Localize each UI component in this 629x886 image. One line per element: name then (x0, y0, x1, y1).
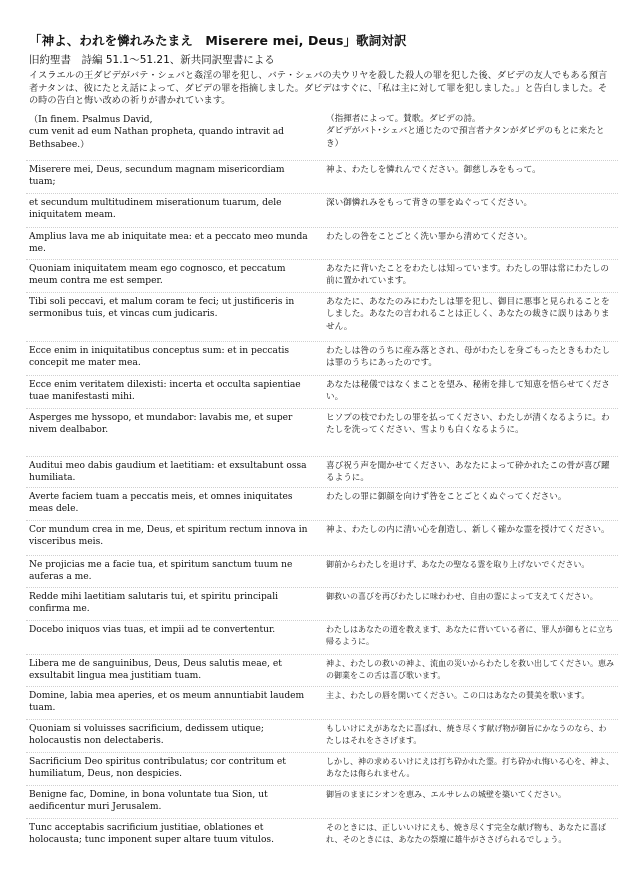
row-divider (26, 375, 618, 376)
japanese-translation: しかし、神の求めるいけにえは打ち砕かれた霊。打ち砕かれ悔いる心を、神よ、あなたは侮られません。 (326, 757, 614, 779)
latin-verse: Cor mundum crea in me, Deus, et spiritum rectum innova in visceribus meis. (29, 525, 308, 548)
latin-verse: Benigne fac, Domine, in bona voluntate tua Sion, ut aedificentur muri Jerusalem. (29, 790, 268, 813)
japanese-translation: 喜び祝う声を聞かせてください、あなたによって砕かれたこの骨が喜び躍るように。 (326, 461, 610, 484)
latin-verse: Averte faciem tuam a peccatis meis, et omnes iniquitates meas dele. (29, 492, 293, 515)
latin-verse: （In finem. Psalmus David, cum venit ad eum Nathan propheta, quando intravit ad Bethsabee.） (29, 115, 284, 150)
latin-verse: Auditui meo dabis gaudium et laetitiam: et exsultabunt ossa humiliata. (29, 461, 307, 484)
latin-verse: Amplius lava me ab iniquitate mea: et a peccato meo munda me. (29, 232, 308, 255)
japanese-translation: 神よ、わたしの救いの神よ、流血の災いからわたしを救い出してください。恵みの御業をこの舌は喜び歌います。 (326, 659, 614, 681)
latin-verse: Quoniam iniquitatem meam ego cognosco, et peccatum meum contra me est semper. (29, 264, 286, 287)
latin-verse: Tibi soli peccavi, et malum coram te feci; ut justificeris in sermonibus tuis, et vincas cum judicaris. (29, 297, 295, 320)
row-divider (26, 620, 618, 621)
latin-verse: Ecce enim veritatem dilexisti: incerta et occulta sapientiae tuae manifestasti mihi. (29, 380, 301, 403)
japanese-translation: 深い御憐れみをもって背きの罪をぬぐってください。 (326, 198, 533, 208)
japanese-translation: わたしは咎のうちに産み落とされ、母がわたしを身ごもったときもわたしは罪のうちにあったのです。 (326, 346, 611, 369)
japanese-translation: わたしの罪に御顔を向けず咎をことごとくぬぐってください。 (326, 492, 567, 502)
document-title: 「神よ、われを憐れみたまえ Miserere mei, Deus」歌詞対訳 (29, 33, 407, 48)
latin-verse: Libera me de sanguinibus, Deus, Deus salutis meae, et exsultabit lingua mea justitiam tuam. (29, 659, 282, 682)
latin-verse: Redde mihi laetitiam salutaris tui, et spiritu principali confirma me. (29, 592, 279, 615)
row-divider (26, 160, 618, 161)
row-divider (26, 408, 618, 409)
latin-verse: Domine, labia mea aperies, et os meum annuntiabit laudem tuam. (29, 691, 305, 714)
japanese-translation: 神よ、わたしを憐れんでください。御慈しみをもって。 (326, 165, 541, 175)
latin-verse: Sacrificium Deo spiritus contribulatus; cor contritum et humiliatum, Deus, non despicies. (29, 757, 286, 780)
row-divider (26, 259, 618, 260)
japanese-translation: 御前からわたしを退けず、あなたの聖なる霊を取り上げないでください。 (326, 560, 590, 569)
row-divider (26, 587, 618, 588)
intro-paragraph: イスラエルの王ダビデがバテ・シェバと姦淫の罪を犯し、バテ・シェバの夫ウリヤを殺した殺人の罪を犯した後、ダビデの友人でもある預言者ナタンは、彼にたとえ話によって、ダビデの罪を指摘しました。ダビデはすぐに、「私は主に対して罪を犯しました。」と告白しました。その時の告白と悔い改めの祈りが書かれています。 (29, 70, 608, 106)
row-divider (26, 292, 618, 293)
row-divider (26, 456, 618, 457)
document-subtitle: 旧約聖書 詩編 51.1～51.21、新共同訳聖書による (29, 54, 275, 66)
row-divider (26, 785, 618, 786)
row-divider (26, 193, 618, 194)
japanese-translation: 神よ、わたしの内に清い心を創造し、新しく確かな霊を授けてください。 (326, 525, 610, 535)
row-divider (26, 719, 618, 720)
japanese-translation: 御旨のままにシオンを恵み、エルサレムの城壁を築いてください。 (326, 790, 566, 799)
japanese-translation: （指揮者によって。賛歌。ダビデの詩。 ダビデがバト･シェバと通じたので預言者ナタンがダビデのもとに来たとき） (326, 114, 605, 149)
japanese-translation: そのときには、正しいいけにえも、焼き尽くす完全な献げ物も、あなたに喜ばれ、そのときには、あなたの祭壇に雄牛がささげられるでしょう。 (326, 823, 606, 845)
latin-verse: et secundum multitudinem miserationum tuarum, dele iniquitatem meam. (29, 198, 282, 221)
latin-verse: Asperges me hyssopo, et mundabor: lavabis me, et super nivem dealbabor. (29, 413, 293, 436)
japanese-translation: 主よ、わたしの唇を開いてください。この口はあなたの賛美を歌います。 (326, 691, 590, 700)
latin-verse: Tunc acceptabis sacrificium justitiae, oblationes et holocausta; tunc imponent super altare tuum vitulos. (29, 823, 274, 846)
row-divider (26, 555, 618, 556)
japanese-translation: ヒソプの枝でわたしの罪を払ってください、わたしが清くなるように。わたしを洗ってください、雪よりも白くなるように。 (326, 413, 610, 436)
japanese-translation: もしいけにえがあなたに喜ばれ、焼き尽くす献げ物が御旨にかなうのなら、わたしはそれをささげます。 (326, 724, 607, 746)
row-divider (26, 487, 618, 488)
row-divider (26, 818, 618, 819)
japanese-translation: わたしの咎をことごとく洗い罪から清めてください。 (326, 232, 533, 242)
latin-verse: Miserere mei, Deus, secundum magnam misericordiam tuam; (29, 165, 285, 188)
latin-verse: Quoniam si voluisses sacrificium, dedissem utique; holocaustis non delectaberis. (29, 724, 264, 747)
latin-verse: Docebo iniquos vias tuas, et impii ad te convertentur. (29, 625, 276, 635)
row-divider (26, 341, 618, 342)
japanese-translation: あなたに、あなたのみにわたしは罪を犯し、御目に悪事と見られることをしました。あなたの言われることは正しく、あなたの裁きに誤りはありません。 (326, 297, 610, 332)
japanese-translation: あなたに背いたことをわたしは知っています。わたしの罪は常にわたしの前に置かれています。 (326, 264, 609, 287)
latin-verse: Ne projicias me a facie tua, et spiritum sanctum tuum ne auferas a me. (29, 560, 293, 583)
row-divider (26, 654, 618, 655)
row-divider (26, 752, 618, 753)
row-divider (26, 520, 618, 521)
row-divider (26, 686, 618, 687)
japanese-translation: わたしはあなたの道を教えます、あなたに背いている者に、罪人が御もとに立ち帰るように。 (326, 625, 614, 647)
latin-verse: Ecce enim in iniquitatibus conceptus sum: et in peccatis concepit me mater mea. (29, 346, 290, 369)
japanese-translation: 御救いの喜びを再びわたしに味わわせ、自由の霊によって支えてください。 (326, 592, 598, 601)
row-divider (26, 227, 618, 228)
japanese-translation: あなたは秘儀ではなくまことを望み、秘術を排して知恵を悟らせてください。 (326, 380, 610, 403)
